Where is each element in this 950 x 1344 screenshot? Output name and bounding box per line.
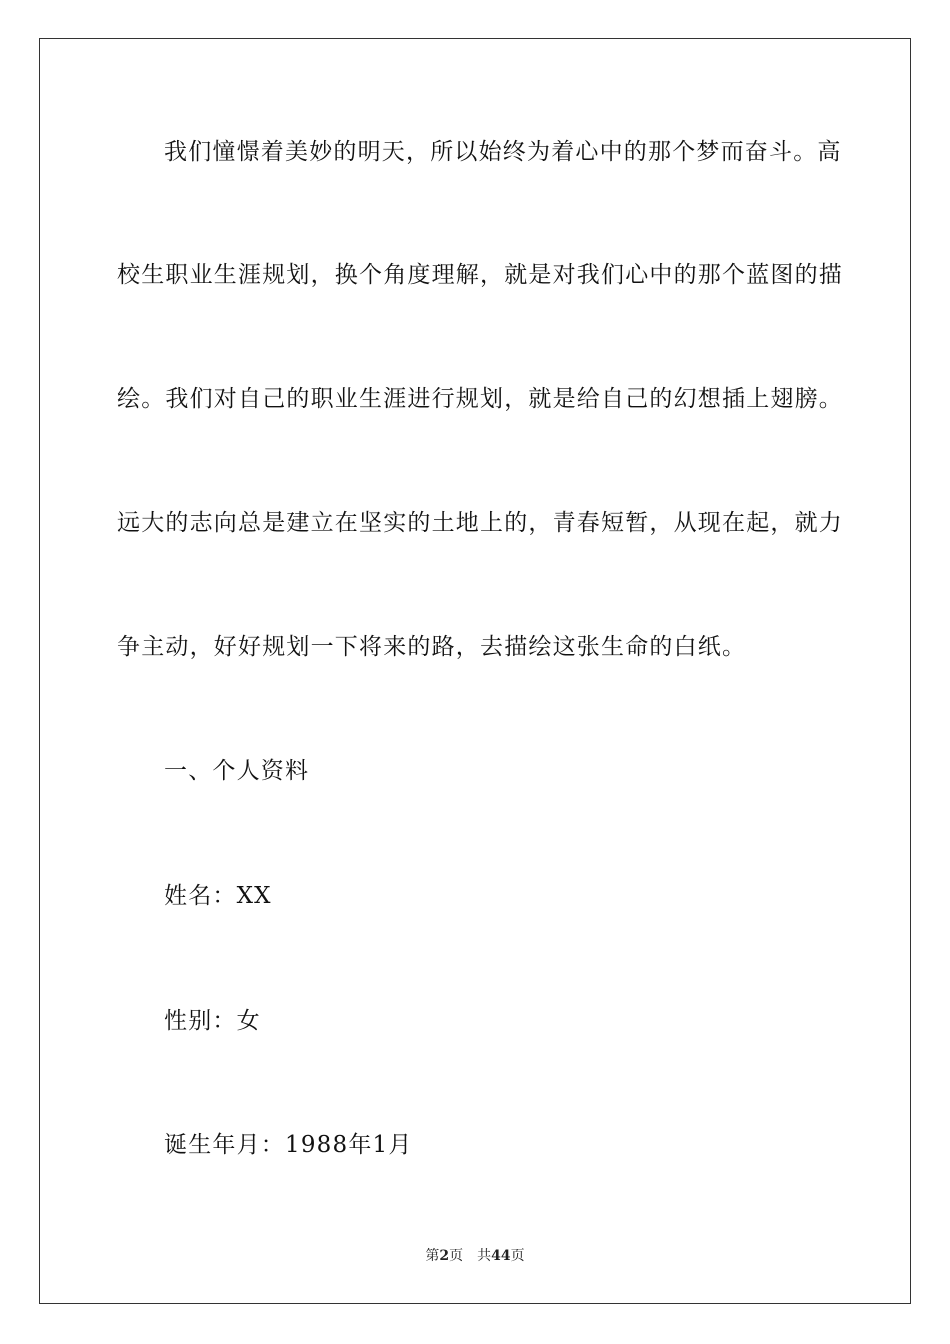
section-heading: 一、个人资料 bbox=[164, 758, 310, 784]
page-number: 2 bbox=[439, 1248, 450, 1264]
field-birth-date: 诞生年月：1988年1月 bbox=[164, 1132, 413, 1158]
total-pages: 44 bbox=[491, 1248, 511, 1264]
page-suffix: 页 bbox=[449, 1248, 464, 1264]
page-frame bbox=[39, 38, 911, 1304]
page-footer bbox=[0, 1247, 950, 1265]
total-suffix: 页 bbox=[510, 1248, 525, 1264]
field-gender: 性别：女 bbox=[164, 1008, 261, 1034]
paragraph-line-2: 校生职业生涯规划，换个角度理解，就是对我们心中的那个蓝图的描 bbox=[117, 262, 843, 288]
field-name: 姓名：XX bbox=[164, 883, 272, 909]
paragraph-line-5: 争主动，好好规划一下将来的路，去描绘这张生命的白纸。 bbox=[117, 634, 747, 660]
paragraph-line-3: 绘。我们对自己的职业生涯进行规划，就是给自己的幻想插上翅膀。 bbox=[117, 386, 843, 412]
total-prefix: 共 bbox=[477, 1248, 492, 1264]
paragraph-line-4: 远大的志向总是建立在坚实的土地上的，青春短暂，从现在起，就力 bbox=[117, 510, 843, 536]
paragraph-line-1: 我们憧憬着美妙的明天，所以始终为着心中的那个梦而奋斗。高 bbox=[164, 139, 842, 165]
page-prefix: 第 bbox=[425, 1248, 440, 1264]
